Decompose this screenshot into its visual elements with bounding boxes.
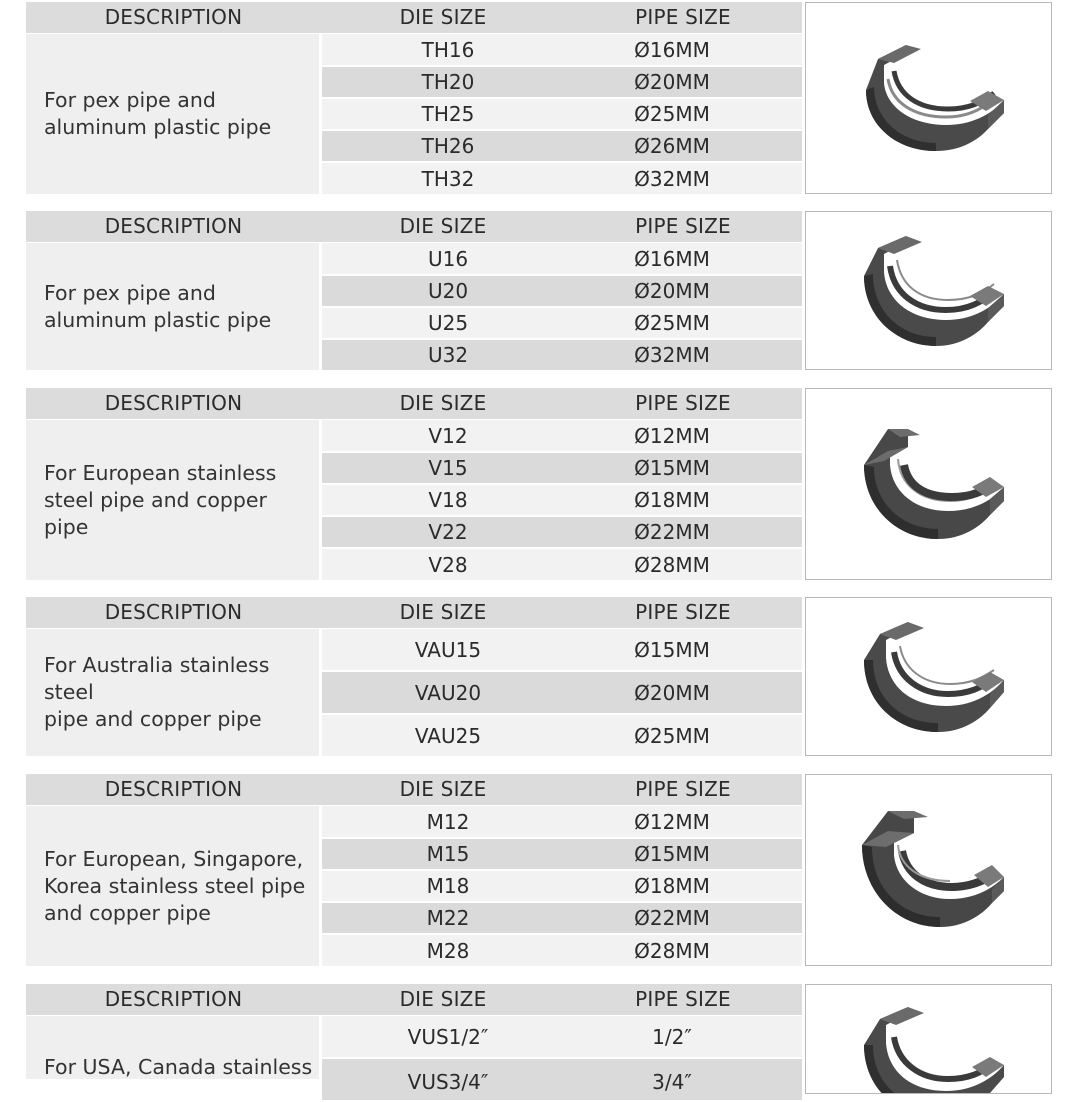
pipe-size-cell: Ø12MM — [634, 423, 710, 448]
table-row — [322, 420, 802, 451]
pipe-size-cell: Ø22MM — [634, 520, 710, 544]
table-header — [26, 984, 802, 1015]
pipe-size-cell: Ø16MM — [634, 246, 710, 271]
pipe-size-cell: Ø25MM — [634, 723, 710, 748]
description-line: For European, Singapore, — [44, 846, 304, 871]
description-line: For USA, Canada stainless — [44, 1055, 313, 1079]
pipe-size-cell: Ø15MM — [634, 456, 710, 480]
header-description: DESCRIPTION — [104, 987, 243, 1011]
header-die-size: DIE SIZE — [399, 5, 487, 29]
die-size-cell: U25 — [427, 311, 469, 335]
die-size-cell: V15 — [428, 456, 468, 480]
table-row — [322, 243, 802, 274]
header-die-size: DIE SIZE — [399, 987, 487, 1011]
pipe-size-cell: Ø32MM — [634, 343, 710, 367]
description-cell — [26, 243, 319, 370]
table-row — [322, 485, 802, 515]
pipe-size-cell: Ø15MM — [634, 842, 710, 866]
table-row — [322, 903, 802, 933]
pipe-size-cell: Ø20MM — [634, 680, 710, 705]
table-row — [322, 1059, 802, 1100]
header-pipe-size: PIPE SIZE — [635, 987, 731, 1011]
header-description: DESCRIPTION — [104, 5, 243, 29]
pipe-size-cell: Ø22MM — [634, 906, 710, 930]
th-press-jaw-die-image — [805, 2, 1052, 194]
pipe-size-cell: Ø16MM — [634, 37, 710, 62]
description-line: For pex pipe and — [44, 280, 216, 305]
description-cell — [26, 806, 319, 966]
table-row — [322, 871, 802, 901]
die-size-cell: U20 — [427, 279, 469, 303]
header-die-size: DIE SIZE — [399, 600, 487, 624]
table-row — [322, 340, 802, 370]
table-row — [322, 1016, 802, 1057]
table-row — [322, 715, 802, 756]
description-line: Korea stainless steel pipe — [44, 873, 306, 898]
pipe-size-cell: Ø25MM — [634, 102, 710, 126]
table-row — [322, 806, 802, 837]
die-size-cell: U16 — [427, 246, 469, 271]
table-block-vau — [0, 597, 1079, 756]
die-size-cell: TH20 — [421, 70, 475, 94]
die-size-cell: VAU20 — [414, 680, 482, 705]
table-row — [322, 672, 802, 713]
table-row — [322, 935, 802, 966]
table-row — [322, 453, 802, 483]
die-size-cell: TH16 — [421, 37, 475, 62]
header-pipe-size: PIPE SIZE — [635, 214, 731, 238]
pipe-size-cell: Ø18MM — [634, 874, 710, 898]
pipe-size-cell: Ø15MM — [634, 637, 710, 662]
header-die-size: DIE SIZE — [399, 777, 487, 801]
table-row — [322, 67, 802, 97]
table-row — [322, 839, 802, 869]
description-cell — [26, 34, 319, 194]
description-line: For European stainless — [44, 460, 277, 485]
table-header — [26, 2, 802, 33]
die-size-cell: TH25 — [421, 102, 475, 126]
die-size-cell: TH32 — [421, 166, 475, 191]
description-line: aluminum plastic pipe — [44, 307, 272, 332]
pipe-size-cell: Ø28MM — [634, 552, 710, 577]
header-pipe-size: PIPE SIZE — [635, 5, 731, 29]
pipe-size-cell: 1/2″ — [652, 1024, 692, 1049]
header-die-size: DIE SIZE — [399, 214, 487, 238]
description-cell — [26, 629, 319, 756]
header-die-size: DIE SIZE — [399, 391, 487, 415]
u-press-jaw-die-image — [805, 211, 1052, 370]
table-row — [322, 276, 802, 306]
table-row — [322, 99, 802, 129]
pipe-size-cell: 3/4″ — [652, 1069, 692, 1094]
table-row — [322, 308, 802, 338]
table-block-u — [0, 211, 1079, 370]
description-line: For Australia stainless steel — [44, 653, 270, 704]
pipe-size-cell: Ø25MM — [634, 311, 710, 335]
table-row — [322, 131, 802, 161]
header-pipe-size: PIPE SIZE — [635, 391, 731, 415]
die-size-cell: VAU15 — [414, 637, 482, 662]
die-size-cell: M12 — [426, 809, 470, 834]
table-header — [26, 597, 802, 628]
table-header — [26, 211, 802, 242]
table-header — [26, 774, 802, 805]
pipe-size-cell: Ø20MM — [634, 70, 710, 94]
header-description: DESCRIPTION — [104, 214, 243, 238]
table-block-th — [0, 2, 1079, 194]
die-size-cell: VUS1/2″ — [407, 1024, 489, 1049]
description-line: For pex pipe and — [44, 88, 216, 112]
die-size-cell: M22 — [426, 906, 470, 930]
die-size-cell: V12 — [428, 423, 468, 448]
die-size-cell: VUS3/4″ — [407, 1069, 489, 1094]
v-press-jaw-die-image — [805, 388, 1052, 580]
pipe-size-cell: Ø26MM — [634, 134, 710, 158]
die-size-cell: M18 — [426, 874, 470, 898]
die-size-cell: M15 — [426, 842, 470, 866]
pipe-size-cell: Ø12MM — [634, 809, 710, 834]
table-block-m — [0, 774, 1079, 966]
header-description: DESCRIPTION — [104, 600, 243, 624]
description-line: steel pipe and copper pipe — [44, 487, 267, 539]
die-size-cell: V22 — [428, 520, 468, 544]
table-row — [322, 549, 802, 580]
m-press-jaw-die-image — [805, 774, 1052, 966]
description-line: aluminum plastic pipe — [44, 115, 272, 139]
header-description: DESCRIPTION — [104, 777, 243, 801]
header-description: DESCRIPTION — [104, 391, 243, 415]
vus-press-jaw-die-image — [805, 984, 1052, 1094]
header-pipe-size: PIPE SIZE — [635, 600, 731, 624]
table-row — [322, 163, 802, 194]
table-row — [322, 629, 802, 670]
die-size-cell: VAU25 — [414, 723, 482, 748]
description-cell — [26, 1016, 319, 1079]
description-line: pipe and copper pipe — [44, 707, 262, 731]
vau-press-jaw-die-image — [805, 597, 1052, 756]
table-row — [322, 517, 802, 547]
die-size-cell: U32 — [427, 343, 469, 367]
pipe-size-cell: Ø20MM — [634, 279, 710, 303]
pipe-size-cell: Ø32MM — [634, 166, 710, 191]
die-size-cell: V28 — [428, 552, 468, 577]
header-pipe-size: PIPE SIZE — [635, 777, 731, 801]
table-block-vus — [0, 984, 1079, 1094]
table-header — [26, 388, 802, 419]
die-size-cell: V18 — [428, 488, 468, 512]
description-cell — [26, 420, 319, 580]
table-block-v — [0, 388, 1079, 580]
pipe-size-cell: Ø18MM — [634, 488, 710, 512]
table-row — [322, 34, 802, 65]
description-line: and copper pipe — [44, 900, 211, 925]
die-size-cell: TH26 — [421, 134, 475, 158]
die-size-cell: M28 — [426, 938, 470, 963]
pipe-size-cell: Ø28MM — [634, 938, 710, 963]
